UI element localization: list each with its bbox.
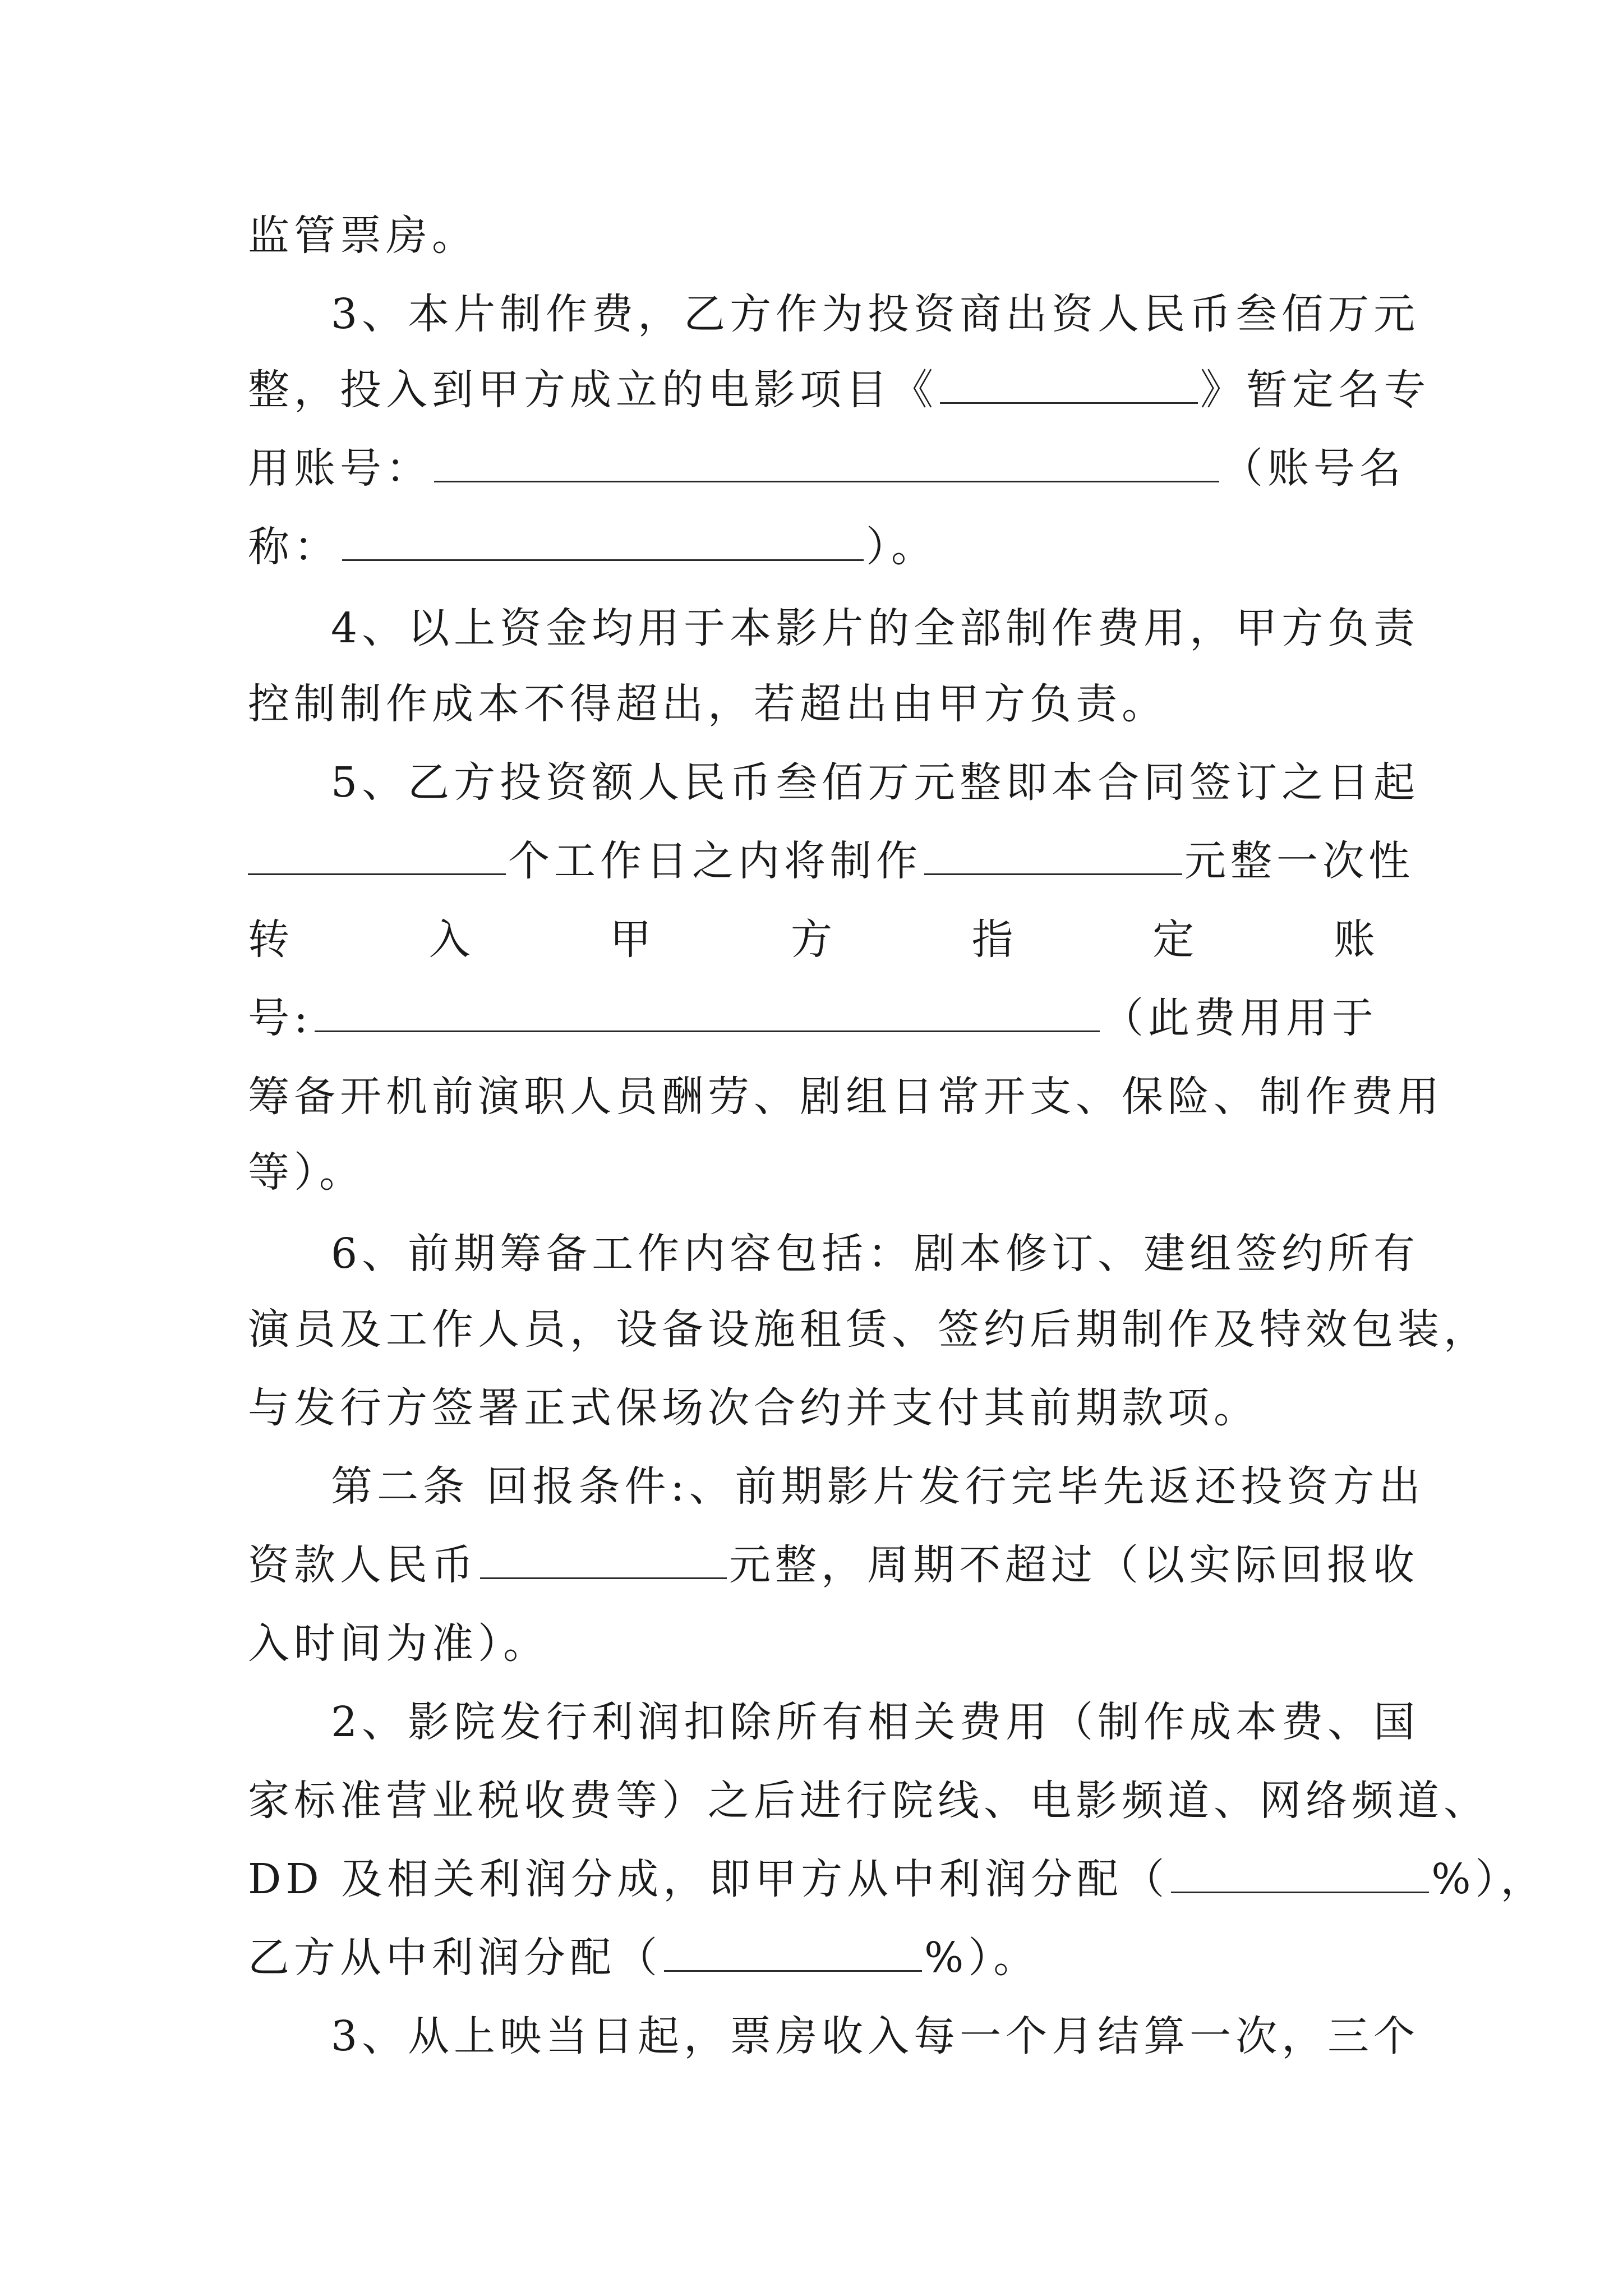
paragraph-text: 号: — [248, 994, 312, 1042]
text-line — [248, 1057, 1444, 1136]
text-line — [248, 979, 1378, 1057]
text-line — [248, 1369, 1375, 1447]
paragraph-text: 元整一次性 — [1184, 837, 1414, 885]
spread-char: 指 — [971, 915, 1013, 964]
amount-blank[interactable] — [924, 838, 1182, 875]
text-line — [331, 1997, 1420, 2076]
text-line — [248, 1761, 1490, 1840]
paragraph-text: 个工作日之内将制作 — [508, 837, 922, 885]
paragraph-text: %）， — [1431, 1855, 1547, 1903]
text-line — [248, 900, 1375, 979]
paragraph-text: 第二条 回报条件:、前期影片发行完毕先返还投资方出 — [331, 1462, 1425, 1511]
paragraph-text: 6、前期筹备工作内容包括：剧本修订、建组签约所有 — [331, 1230, 1420, 1278]
text-line — [248, 1604, 1375, 1683]
paragraph-text: 4、以上资金均用于本影片的全部制作费用，甲方负责 — [331, 604, 1420, 652]
paragraph-text: 整，投入到甲方成立的电影项目《 — [248, 366, 938, 414]
text-line — [248, 1918, 1375, 1997]
text-line — [248, 822, 1414, 900]
paragraph-text: 5、乙方投资额人民币叁佰万元整即本合同签订之日起 — [331, 758, 1420, 807]
paragraph-text: （账号名 — [1221, 444, 1405, 493]
spread-char: 账 — [1333, 915, 1375, 964]
spread-char: 转 — [248, 915, 289, 964]
spread-char: 甲 — [610, 915, 652, 964]
text-line — [331, 275, 1420, 353]
text-line — [331, 1447, 1425, 1526]
workdays-blank[interactable] — [248, 838, 506, 875]
account-name-blank[interactable] — [342, 523, 864, 561]
text-line — [248, 665, 1375, 743]
text-line — [248, 429, 1405, 508]
text-line — [248, 1526, 1419, 1604]
paragraph-text: 乙方从中利润分配（ — [248, 1934, 662, 1982]
paragraph-text: 用账号： — [248, 444, 432, 493]
text-line — [248, 196, 1375, 275]
paragraph-text: 入时间为准）。 — [248, 1619, 549, 1668]
paragraph-text: 资款人民币 — [248, 1541, 478, 1589]
text-line — [331, 743, 1420, 822]
paragraph-text: 》暂定名专 — [1200, 366, 1430, 414]
paragraph-text: 2、影院发行利润扣除所有相关费用（制作成本费、国 — [331, 1698, 1420, 1746]
paragraph-text: 家标准营业税收费等）之后进行院线、电影频道、网络频道、 — [248, 1777, 1490, 1825]
paragraph-text: 筹备开机前演职人员酬劳、剧组日常开支、保险、制作费用 — [248, 1073, 1444, 1121]
paragraph-text: 监管票房。 — [248, 211, 478, 260]
spread-char: 入 — [428, 915, 471, 964]
text-line — [248, 1840, 1547, 1918]
paragraph-text: 3、本片制作费，乙方作为投资商出资人民币叁佰万元 — [331, 290, 1420, 338]
text-line — [248, 508, 1375, 586]
text-line — [331, 1683, 1420, 1761]
text-line — [248, 1133, 1375, 1212]
paragraph-text: 演员及工作人员，设备设施租赁、签约后期制作及特效包装， — [248, 1305, 1490, 1354]
text-line — [248, 1290, 1490, 1369]
paragraph-text: ）。 — [866, 523, 937, 571]
paragraph-text: %）。 — [924, 1934, 1040, 1982]
account-number-blank[interactable] — [434, 445, 1219, 482]
party-a-share-blank[interactable] — [1171, 1856, 1429, 1893]
paragraph-text: 元整，周期不超过（以实际回报收 — [729, 1541, 1419, 1589]
paragraph-text: 与发行方签署正式保场次合约并支付其前期款项。 — [248, 1384, 1260, 1432]
paragraph-text: 控制制作成本不得超出，若超出由甲方负责。 — [248, 680, 1168, 728]
spread-char: 定 — [1152, 915, 1195, 964]
return-amount-blank[interactable] — [480, 1542, 727, 1579]
party-b-share-blank[interactable] — [664, 1934, 922, 1972]
text-line — [331, 1214, 1420, 1293]
paragraph-text: DD 及相关利润分成，即甲方从中利润分配（ — [248, 1855, 1169, 1903]
text-line — [248, 351, 1430, 429]
designated-account-blank[interactable] — [315, 995, 1100, 1032]
paragraph-text: 等）。 — [248, 1148, 365, 1197]
film-title-blank[interactable] — [940, 366, 1198, 404]
spread-char: 方 — [790, 915, 832, 964]
paragraph-text: 称： — [248, 523, 340, 571]
text-line — [331, 589, 1420, 668]
paragraph-text: 3、从上映当日起，票房收入每一个月结算一次，三个 — [331, 2012, 1420, 2060]
paragraph-text: （此费用用于 — [1101, 994, 1378, 1042]
